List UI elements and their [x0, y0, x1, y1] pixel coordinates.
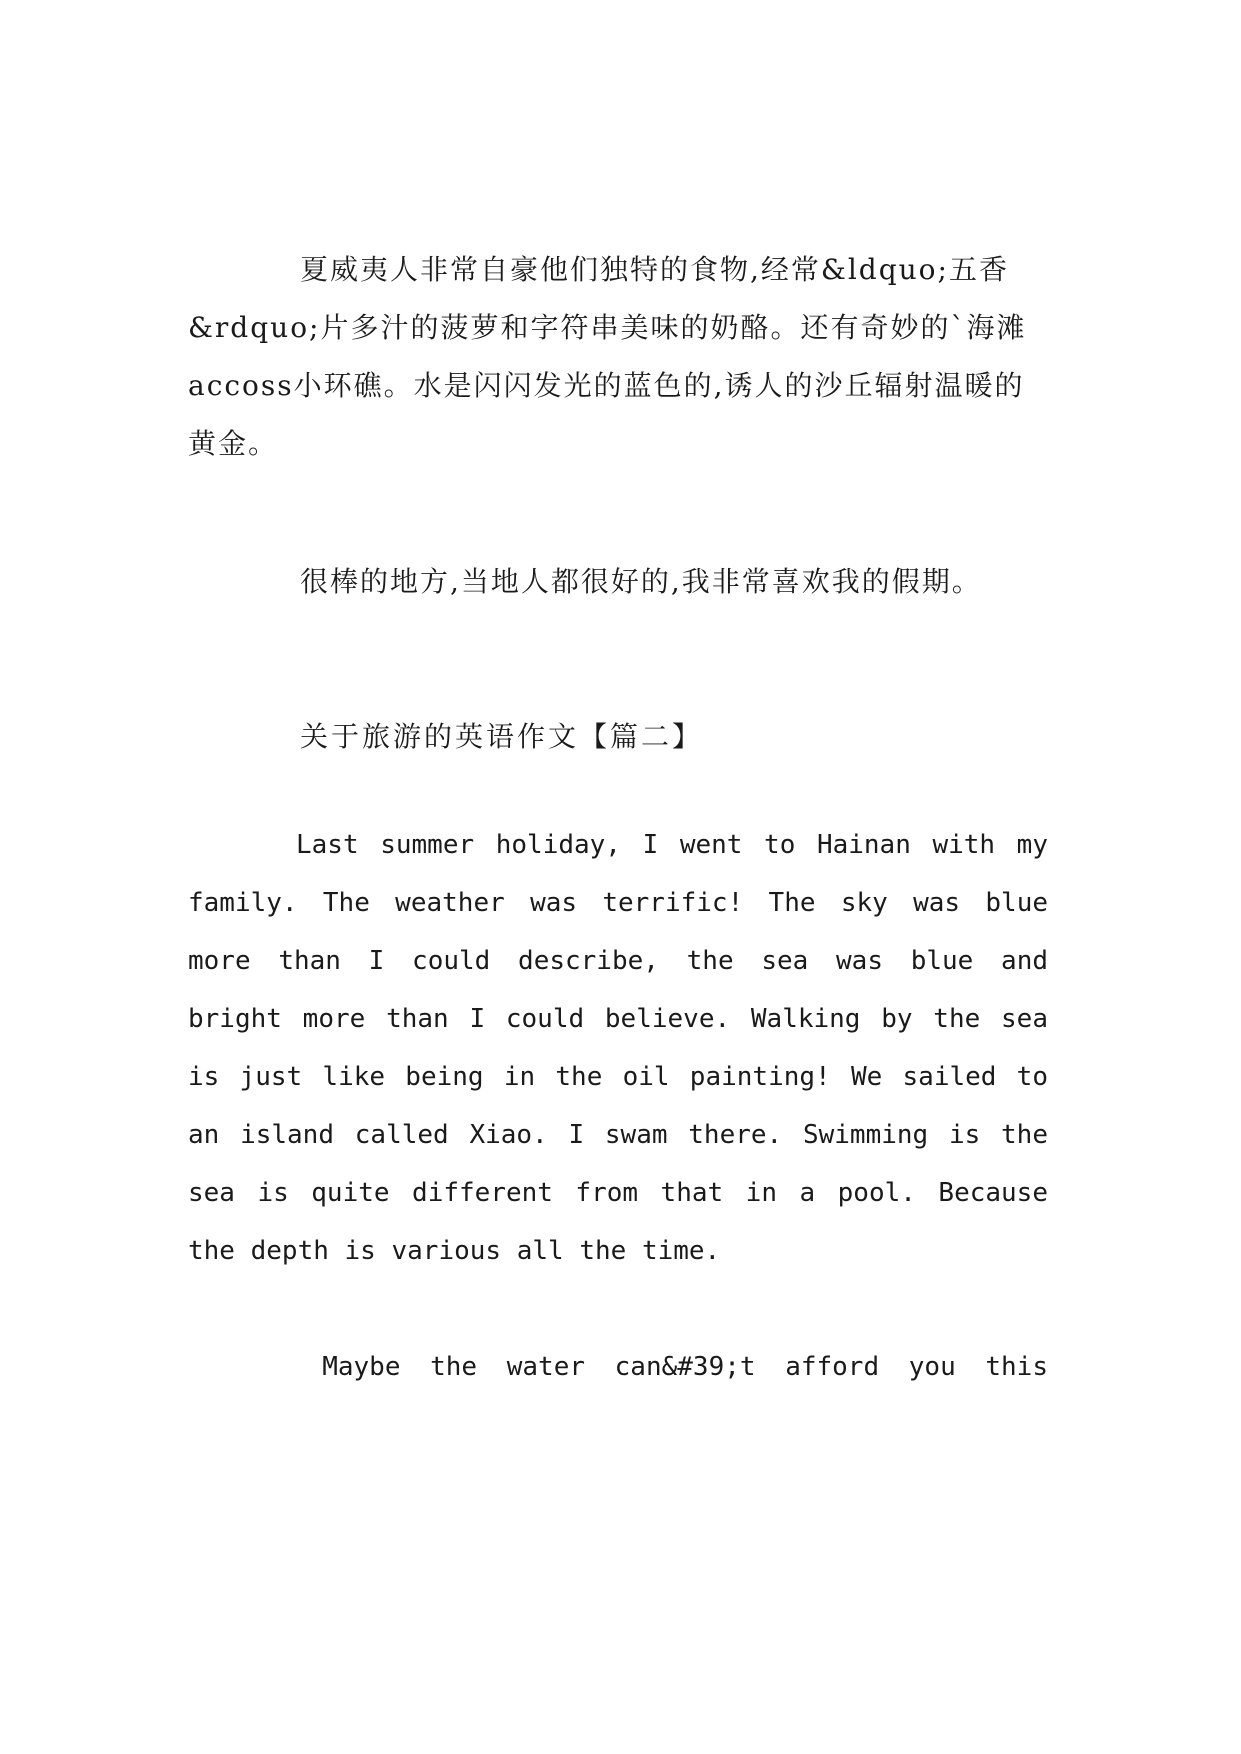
paragraph-water-partial: Maybe the water can&#39;t afford you this: [322, 1352, 1048, 1382]
paragraph-hainan-trip: Last summer holiday, I went to Hainan with my family. The weather was terrific! The sky was blue more than I could describe, the sea was blue and bright more than I could believe. Walking by the sea is just like being in the oil painting! We sailed to an island called Xiao. I swam there. Swimming is the sea is quite different from that in a pool. Because the depth is various all the time.: [188, 830, 1048, 1266]
paragraph-hawaii-food: 夏威夷人非常自豪他们独特的食物,经常&ldquo;五香&rdquo;片多汁的菠萝和字符串美味的奶酪。还有奇妙的`海滩accoss小环礁。水是闪闪发光的蓝色的,诱人的沙丘辐射温暖的黄金。: [188, 253, 1027, 460]
paragraph-holiday-summary: 很棒的地方,当地人都很好的,我非常喜欢我的假期。: [300, 565, 982, 598]
section-heading: 关于旅游的英语作文【篇二】: [300, 720, 704, 753]
